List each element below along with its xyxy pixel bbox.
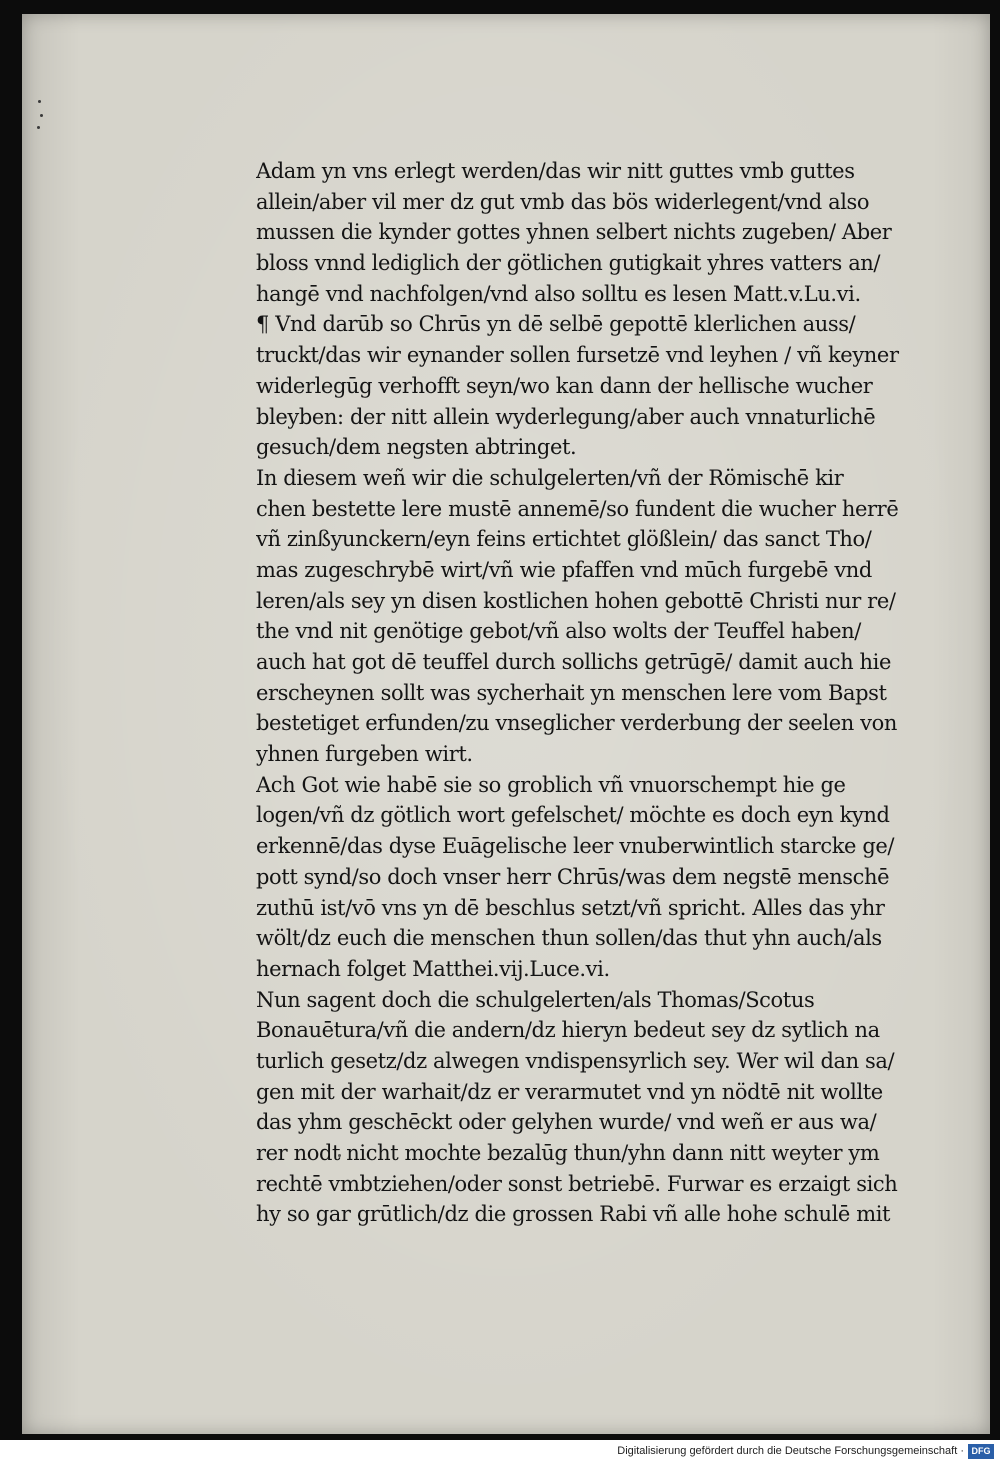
text-line: allein/aber vil mer dz gut vmb das bös widerlegent/vnd also: [256, 189, 870, 214]
text-line: hangē vnd nachfolgen/vnd also solltu es lesen Matt.v.Lu.vi.: [256, 281, 861, 306]
dfg-logo: DFG: [968, 1444, 994, 1459]
text-line: das yhm geschēckt oder gelyhen wurde/ vnd weñ er aus wa/: [256, 1110, 877, 1135]
text-line: widerlegūg verhofft seyn/wo kan dann der hellische wucher: [256, 373, 873, 398]
credit-separator: ·: [957, 1445, 964, 1457]
text-line: vñ zinßyunckern/eyn feins ertichtet glößlein/ das sanct Tho/: [256, 527, 872, 552]
text-line: ¶ Vnd darūb so Chrūs yn dē selbē gepottē klerlichen auss/: [256, 312, 856, 337]
text-line: zuthū ist/vō vns yn dē beschlus setzt/vñ spricht. Alles das yhr: [256, 895, 885, 920]
text-line: truckt/das wir eynander sollen fursetzē vnd leyhen / vñ keyner: [256, 343, 899, 368]
text-line: gesuch/dem negsten abtringet.: [256, 435, 577, 460]
credit-text: Digitalisierung gefördert durch die Deutsche Forschungsgemeinschaft: [617, 1445, 958, 1457]
text-line: auch hat got dē teuffel durch sollichs getrūgē/ damit auch hie: [256, 650, 892, 674]
text-line: pott synd/so doch vnser herr Chrūs/was dem negstē menschē: [256, 864, 890, 889]
text-line: bloss vnnd lediglich der götlichen gutigkait yhres vatters an/: [256, 251, 881, 276]
text-line: wölt/dz euch die menschen thun sollen/das thut yhn auch/als: [256, 926, 882, 951]
margin-marks: [36, 100, 44, 140]
text-line: hernach folget Matthei.vij.Luce.vi.: [256, 956, 610, 981]
text-line: Nun sagent doch die schulgelerten/als Thomas/Scotus: [256, 987, 815, 1012]
text-line: bleyben: der nitt allein wyderlegung/aber auch vnnaturlichē: [256, 404, 876, 429]
text-line: Bonauētura/vñ die andern/dz hieryn bedeut sey dz sytlich na: [256, 1018, 880, 1043]
digitization-credit: [617, 1445, 964, 1457]
text-line: yhnen furgeben wirt.: [256, 742, 473, 767]
text-line: In diesem weñ wir die schulgelerten/vñ der Römischē kir: [256, 465, 844, 490]
text-line: turlich gesetz/dz alwegen vndispensyrlich sey. Wer wil dan sa/: [256, 1048, 895, 1073]
text-line: Ach Got wie habē sie so groblich vñ vnuorschempt hie ge: [256, 772, 846, 797]
footer-bar: [0, 1440, 1000, 1464]
text-line: leren/als sey yn disen kostlichen hohen gebottē Christi nur re/: [256, 588, 896, 613]
text-line: Adam yn vns erlegt werden/das wir nitt guttes vmb guttes: [256, 159, 855, 183]
text-line: erkennē/das dyse Euāgelische leer vnuberwintlich starcke ge/: [256, 834, 895, 859]
text-line: hy so gar grūtlich/dz die grossen Rabi vñ alle hohe schulē mit: [256, 1202, 891, 1227]
text-line: logen/vñ dz götlich wort gefelschet/ möchte es doch eyn kynd: [256, 803, 890, 828]
page-text: [256, 156, 936, 1230]
text-line: chen bestette lere mustē annemē/so fundent die wucher herrē: [256, 496, 899, 521]
text-line: mussen die kynder gottes yhnen selbert nichts zugeben/ Aber: [256, 220, 892, 245]
text-line: the vnd nit genötige gebot/vñ also wolts der Teuffel haben/: [256, 619, 861, 644]
text-line: mas zugeschrybē wirt/vñ wie pfaffen vnd mūch furgebē vnd: [256, 557, 872, 582]
text-line: rechtē vmbtziehen/oder sonst betriebē. Furwar es erzaigt sich: [256, 1171, 898, 1196]
text-line: bestetiget erfunden/zu vnseglicher verderbung der seelen von: [256, 711, 898, 736]
text-line: erscheynen sollt was sycherhait yn menschen lere vom Bapst: [256, 680, 887, 705]
text-line: gen mit der warhait/dz er verarmutet vnd yn nödtē nit wollte: [256, 1079, 883, 1104]
text-line: rer nodt nicht mochte bezalūg thun/yhn dann nitt weyter ym: [256, 1141, 880, 1165]
